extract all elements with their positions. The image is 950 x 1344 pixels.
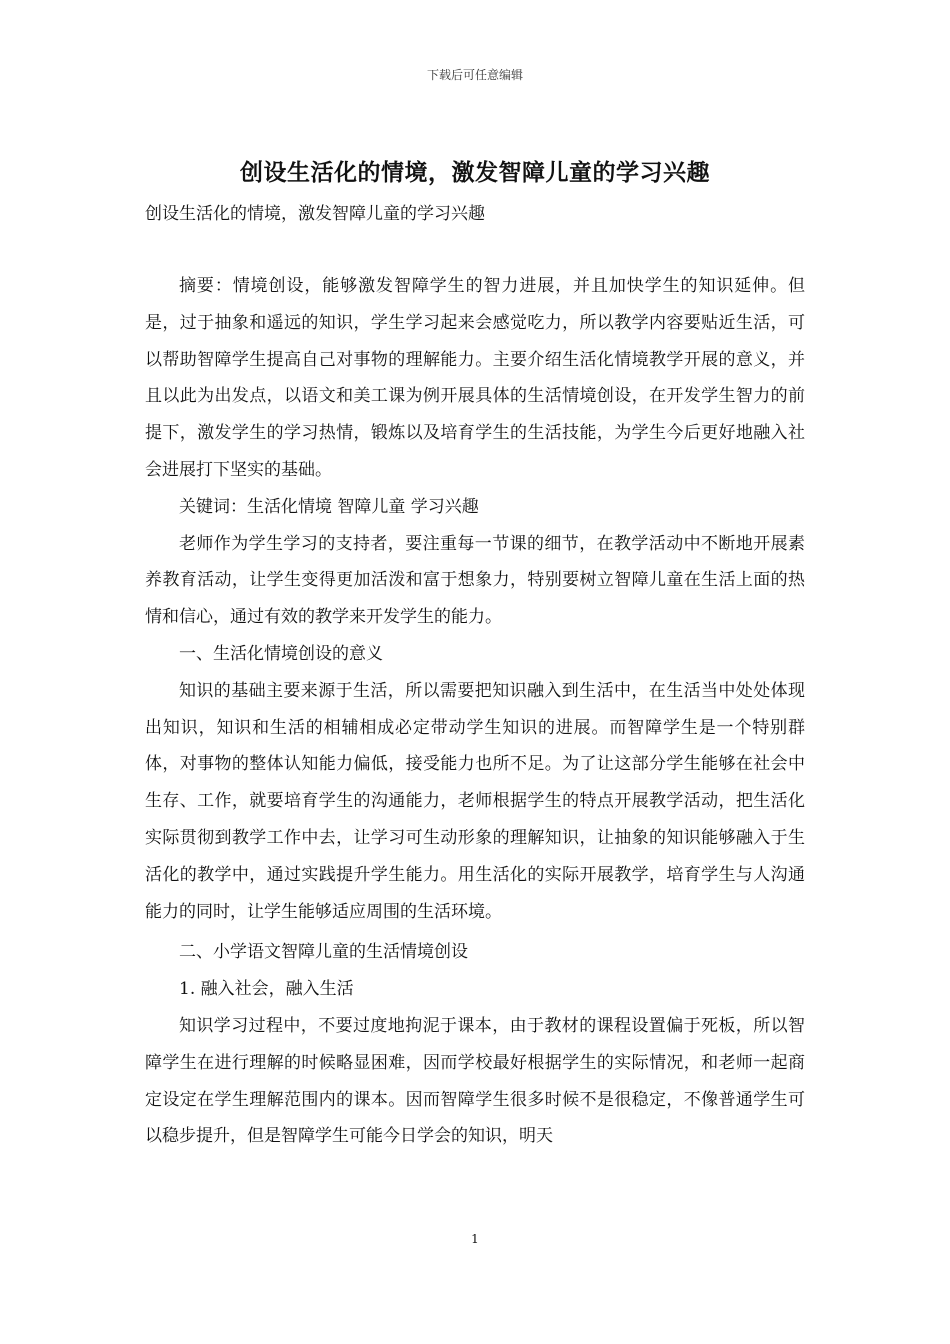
body-paragraph: 知识学习过程中，不要过度地拘泥于课本，由于教材的课程设置偏于死板，所以智障学生在进行理解的时候略显困难，因而学校最好根据学生的实际情况，和老师一起商定设定在学生理解范围内的课本。因而智障学生很多时候不是很稳定，不像普通学生可以稳步提升，但是智障学生可能今日学会的知识，明天 xyxy=(145,1015,805,1147)
intro-paragraph: 老师作为学生学习的支持者，要注重每一节课的细节，在教学活动中不断地开展素养教育活动，让学生变得更加活泼和富于想象力，特别要树立智障儿童在生活上面的热情和信心，通过有效的教学来开发学生的能力。 xyxy=(145,533,805,628)
document-body xyxy=(145,268,805,1155)
document-title: 创设生活化的情境，激发智障儿童的学习兴趣 xyxy=(240,159,710,186)
subsection-heading-1: 1. 融入社会，融入生活 xyxy=(179,979,354,1000)
page-number: 1 xyxy=(471,1232,479,1246)
keywords-paragraph: 关键词：生活化情境 智障儿童 学习兴趣 xyxy=(179,496,479,517)
abstract-paragraph: 摘要：情境创设，能够激发智障学生的智力进展，并且加快学生的知识延伸。但是，过于抽象和遥远的知识，学生学习起来会感觉吃力，所以教学内容要贴近生活，可以帮助智障学生提高自己对事物的理解能力。主要介绍生活化情境教学开展的意义，并且以此为出发点，以语文和美工课为例开展具体的生活情境创设，在开发学生智力的前提下，激发学生的学习热情，锻炼以及培育学生的生活技能，为学生今后更好地融入社会进展打下坚实的基础。 xyxy=(145,276,805,480)
document-subtitle: 创设生活化的情境，激发智障儿童的学习兴趣 xyxy=(145,204,485,224)
header-note: 下载后可任意编辑 xyxy=(426,68,523,82)
section-heading-2: 二、小学语文智障儿童的生活情境创设 xyxy=(179,942,468,963)
section-heading-1: 一、生活化情境创设的意义 xyxy=(179,643,383,664)
body-paragraph: 知识的基础主要来源于生活，所以需要把知识融入到生活中，在生活当中处处体现出知识，知识和生活的相辅相成必定带动学生知识的进展。而智障学生是一个特别群体，对事物的整体认知能力偏低，接受能力也所不足。为了让这部分学生能够在社会中生存、工作，就要培育学生的沟通能力，老师根据学生的特点开展教学活动，把生活化实际贯彻到教学工作中去，让学习可生动形象的理解知识，让抽象的知识能够融入于生活化的教学中，通过实践提升学生能力。用生活化的实际开展教学，培育学生与人沟通能力的同时，让学生能够适应周围的生活环境。 xyxy=(145,680,805,922)
